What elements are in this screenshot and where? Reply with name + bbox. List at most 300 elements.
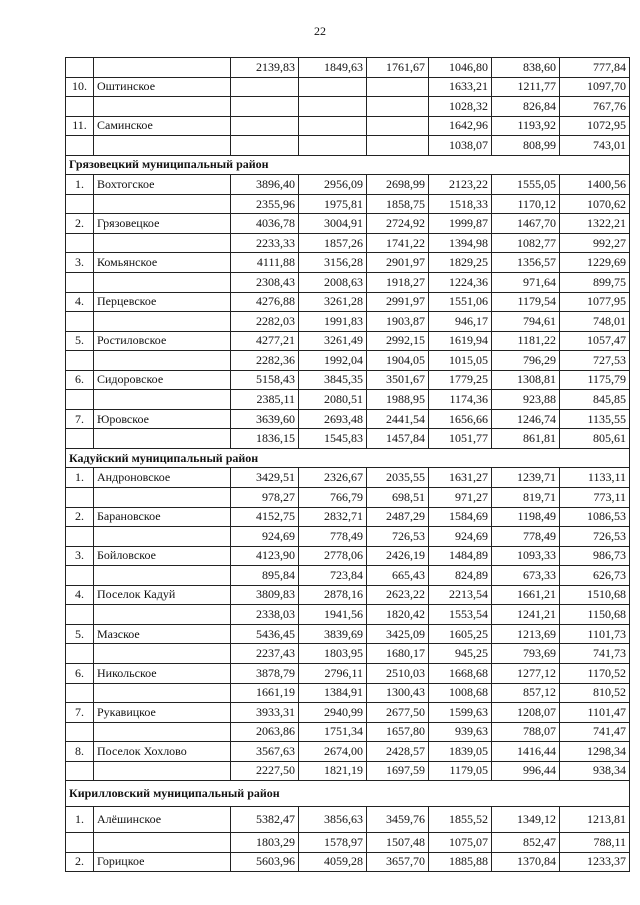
value-cell: 2677,50	[367, 703, 429, 723]
value-cell: 778,49	[299, 527, 367, 547]
value-cell: 1082,77	[492, 233, 560, 253]
value-cell: 1008,68	[429, 683, 492, 703]
value-cell: 1229,69	[560, 253, 630, 273]
value-cell: 2123,22	[429, 175, 492, 195]
settlement-name	[94, 683, 231, 703]
settlement-name: Комьянское	[94, 253, 231, 273]
value-cell: 3425,09	[367, 624, 429, 644]
value-cell: 2487,29	[367, 507, 429, 527]
value-cell: 2778,06	[299, 546, 367, 566]
value-cell: 3004,91	[299, 214, 367, 234]
value-cell: 1174,36	[429, 390, 492, 410]
value-cell: 819,71	[492, 488, 560, 508]
value-cell: 1991,83	[299, 312, 367, 332]
value-cell: 978,27	[231, 488, 299, 508]
value-cell: 1349,12	[492, 807, 560, 833]
value-cell: 2282,03	[231, 312, 299, 332]
value-cell: 1657,80	[367, 722, 429, 742]
value-cell: 1633,21	[429, 77, 492, 97]
value-cell: 2441,54	[367, 409, 429, 429]
table-row	[66, 351, 630, 371]
value-cell: 1322,21	[560, 214, 630, 234]
row-number: 11.	[66, 116, 94, 136]
row-number	[66, 136, 94, 156]
value-cell: 1661,19	[231, 683, 299, 703]
value-cell: 938,34	[560, 761, 630, 781]
value-cell: 1457,84	[367, 429, 429, 449]
value-cell: 2428,57	[367, 742, 429, 762]
settlement-name	[94, 312, 231, 332]
row-number	[66, 527, 94, 547]
value-cell	[299, 116, 367, 136]
section-title: Кирилловский муниципальный район	[66, 781, 630, 807]
value-cell: 1858,75	[367, 194, 429, 214]
value-cell: 4111,88	[231, 253, 299, 273]
row-number	[66, 488, 94, 508]
value-cell: 1918,27	[367, 273, 429, 293]
row-number	[66, 605, 94, 625]
value-cell: 857,12	[492, 683, 560, 703]
value-cell: 2282,36	[231, 351, 299, 371]
value-cell	[231, 136, 299, 156]
value-cell: 1668,68	[429, 663, 492, 683]
settlement-name: Сидоровское	[94, 370, 231, 390]
value-cell: 1988,95	[367, 390, 429, 410]
settlement-name: Оштинское	[94, 77, 231, 97]
value-cell: 2796,11	[299, 663, 367, 683]
page-number: 22	[314, 24, 326, 38]
value-cell: 626,73	[560, 566, 630, 586]
value-cell: 698,51	[367, 488, 429, 508]
value-cell: 923,88	[492, 390, 560, 410]
settlement-name: Перцевское	[94, 292, 231, 312]
value-cell: 1605,25	[429, 624, 492, 644]
value-cell: 2901,97	[367, 253, 429, 273]
value-cell: 2878,16	[299, 585, 367, 605]
value-cell: 3567,63	[231, 742, 299, 762]
table-row	[66, 175, 630, 195]
row-number: 3.	[66, 253, 94, 273]
value-cell: 1416,44	[492, 742, 560, 762]
value-cell: 3429,51	[231, 468, 299, 488]
value-cell: 946,17	[429, 312, 492, 332]
row-number	[66, 97, 94, 117]
row-number	[66, 683, 94, 703]
value-cell: 2308,43	[231, 273, 299, 293]
settlement-name	[94, 488, 231, 508]
value-cell: 2355,96	[231, 194, 299, 214]
value-cell: 1213,69	[492, 624, 560, 644]
value-cell: 1193,92	[492, 116, 560, 136]
value-cell: 1584,69	[429, 507, 492, 527]
value-cell: 2237,43	[231, 644, 299, 664]
settlement-name: Барановское	[94, 507, 231, 527]
value-cell: 793,69	[492, 644, 560, 664]
value-cell: 1277,12	[492, 663, 560, 683]
table-row	[66, 527, 630, 547]
value-cell: 727,53	[560, 351, 630, 371]
value-cell: 2008,63	[299, 273, 367, 293]
value-cell: 726,53	[367, 527, 429, 547]
value-cell: 3261,49	[299, 331, 367, 351]
section-header-row	[66, 155, 630, 175]
settlement-name	[94, 429, 231, 449]
settlement-name	[94, 761, 231, 781]
value-cell: 3261,28	[299, 292, 367, 312]
value-cell: 2326,67	[299, 468, 367, 488]
settlement-name	[94, 390, 231, 410]
table-row	[66, 507, 630, 527]
settlement-name	[94, 351, 231, 371]
value-cell	[231, 116, 299, 136]
value-cell: 992,27	[560, 233, 630, 253]
value-cell: 1086,53	[560, 507, 630, 527]
value-cell: 2698,99	[367, 175, 429, 195]
value-cell: 1697,59	[367, 761, 429, 781]
settlement-name: Саминское	[94, 116, 231, 136]
row-number	[66, 566, 94, 586]
value-cell: 1038,07	[429, 136, 492, 156]
value-cell: 1241,21	[492, 605, 560, 625]
table-row	[66, 233, 630, 253]
value-cell: 1170,12	[492, 194, 560, 214]
value-cell: 796,29	[492, 351, 560, 371]
settlement-name: Юровское	[94, 409, 231, 429]
value-cell: 1175,79	[560, 370, 630, 390]
settlement-name	[94, 273, 231, 293]
table-row	[66, 409, 630, 429]
table-row	[66, 833, 630, 853]
value-cell: 1751,34	[299, 722, 367, 742]
row-number: 1.	[66, 468, 94, 488]
value-cell: 1213,81	[560, 807, 630, 833]
table-row	[66, 214, 630, 234]
value-cell: 1072,95	[560, 116, 630, 136]
table-row	[66, 683, 630, 703]
row-number	[66, 273, 94, 293]
value-cell: 924,69	[429, 527, 492, 547]
value-cell: 1046,80	[429, 58, 492, 78]
value-cell: 1097,70	[560, 77, 630, 97]
settlement-name: Бойловское	[94, 546, 231, 566]
table-row	[66, 97, 630, 117]
value-cell: 1803,29	[231, 833, 299, 853]
row-number: 1.	[66, 175, 94, 195]
value-cell: 1829,25	[429, 253, 492, 273]
row-number: 6.	[66, 663, 94, 683]
settlement-name	[94, 194, 231, 214]
value-cell: 1298,34	[560, 742, 630, 762]
value-cell: 1855,52	[429, 807, 492, 833]
table-row	[66, 116, 630, 136]
value-cell: 1656,66	[429, 409, 492, 429]
table-row	[66, 331, 630, 351]
value-cell: 723,84	[299, 566, 367, 586]
value-cell: 1507,48	[367, 833, 429, 853]
value-cell: 1394,98	[429, 233, 492, 253]
value-cell: 852,47	[492, 833, 560, 853]
table-row	[66, 390, 630, 410]
value-cell: 1836,15	[231, 429, 299, 449]
value-cell: 1821,19	[299, 761, 367, 781]
value-cell: 1779,25	[429, 370, 492, 390]
value-cell: 1904,05	[367, 351, 429, 371]
value-cell: 726,53	[560, 527, 630, 547]
value-cell: 971,27	[429, 488, 492, 508]
value-cell: 1300,43	[367, 683, 429, 703]
table-row	[66, 703, 630, 723]
value-cell: 1028,32	[429, 97, 492, 117]
row-number	[66, 722, 94, 742]
value-cell: 1510,68	[560, 585, 630, 605]
value-cell: 2510,03	[367, 663, 429, 683]
row-number: 2.	[66, 214, 94, 234]
table-row	[66, 292, 630, 312]
value-cell: 1545,83	[299, 429, 367, 449]
settlement-name	[94, 136, 231, 156]
value-cell: 939,63	[429, 722, 492, 742]
section-title: Грязовецкий муниципальный район	[66, 155, 630, 175]
row-number	[66, 351, 94, 371]
value-cell: 1885,88	[429, 852, 492, 872]
value-cell: 2338,03	[231, 605, 299, 625]
value-cell: 1015,05	[429, 351, 492, 371]
table-row	[66, 761, 630, 781]
value-cell: 1578,97	[299, 833, 367, 853]
value-cell: 1467,70	[492, 214, 560, 234]
value-cell: 741,47	[560, 722, 630, 742]
settlement-name	[94, 97, 231, 117]
value-cell: 1135,55	[560, 409, 630, 429]
value-cell: 1857,26	[299, 233, 367, 253]
settlement-name: Горицкое	[94, 852, 231, 872]
table-row	[66, 429, 630, 449]
table-row	[66, 644, 630, 664]
settlement-name: Вохтогское	[94, 175, 231, 195]
value-cell: 3501,67	[367, 370, 429, 390]
value-cell: 4036,78	[231, 214, 299, 234]
row-number: 4.	[66, 292, 94, 312]
value-cell: 4123,90	[231, 546, 299, 566]
value-cell: 2992,15	[367, 331, 429, 351]
value-cell: 1070,62	[560, 194, 630, 214]
value-cell: 1370,84	[492, 852, 560, 872]
value-cell: 1101,47	[560, 703, 630, 723]
value-cell: 743,01	[560, 136, 630, 156]
row-number: 2.	[66, 852, 94, 872]
value-cell: 1849,63	[299, 58, 367, 78]
value-cell: 5382,47	[231, 807, 299, 833]
row-number: 7.	[66, 703, 94, 723]
value-cell: 3839,69	[299, 624, 367, 644]
value-cell	[367, 136, 429, 156]
value-cell: 1820,42	[367, 605, 429, 625]
value-cell: 1619,94	[429, 331, 492, 351]
value-cell	[367, 116, 429, 136]
row-number	[66, 194, 94, 214]
value-cell: 5436,45	[231, 624, 299, 644]
value-cell: 2426,19	[367, 546, 429, 566]
table-row	[66, 488, 630, 508]
value-cell: 1555,05	[492, 175, 560, 195]
value-cell: 3657,70	[367, 852, 429, 872]
table-row	[66, 194, 630, 214]
settlement-name: Мазское	[94, 624, 231, 644]
table-row	[66, 742, 630, 762]
value-cell: 794,61	[492, 312, 560, 332]
value-cell: 4152,75	[231, 507, 299, 527]
value-cell	[367, 97, 429, 117]
settlement-name	[94, 566, 231, 586]
table-row	[66, 624, 630, 644]
table-row	[66, 546, 630, 566]
value-cell: 1553,54	[429, 605, 492, 625]
settlement-name	[94, 527, 231, 547]
value-cell: 3845,35	[299, 370, 367, 390]
value-cell	[299, 97, 367, 117]
table-body	[66, 58, 630, 872]
value-cell: 1208,07	[492, 703, 560, 723]
value-cell: 4059,28	[299, 852, 367, 872]
value-cell: 1551,06	[429, 292, 492, 312]
value-cell: 899,75	[560, 273, 630, 293]
value-cell: 810,52	[560, 683, 630, 703]
value-cell: 767,76	[560, 97, 630, 117]
value-cell: 1093,33	[492, 546, 560, 566]
table-row	[66, 312, 630, 332]
value-cell: 4277,21	[231, 331, 299, 351]
row-number: 7.	[66, 409, 94, 429]
value-cell: 1181,22	[492, 331, 560, 351]
row-number: 3.	[66, 546, 94, 566]
row-number: 8.	[66, 742, 94, 762]
value-cell: 1518,33	[429, 194, 492, 214]
value-cell: 1077,95	[560, 292, 630, 312]
value-cell: 5158,43	[231, 370, 299, 390]
value-cell: 971,64	[492, 273, 560, 293]
settlement-name	[94, 233, 231, 253]
value-cell: 805,61	[560, 429, 630, 449]
value-cell: 1903,87	[367, 312, 429, 332]
value-cell: 2227,50	[231, 761, 299, 781]
value-cell: 748,01	[560, 312, 630, 332]
settlement-name: Грязовецкое	[94, 214, 231, 234]
settlement-name	[94, 644, 231, 664]
value-cell: 673,33	[492, 566, 560, 586]
value-cell: 1239,71	[492, 468, 560, 488]
row-number	[66, 429, 94, 449]
value-cell: 1308,81	[492, 370, 560, 390]
value-cell: 861,81	[492, 429, 560, 449]
value-cell: 2139,83	[231, 58, 299, 78]
value-cell: 3459,76	[367, 807, 429, 833]
section-header-row	[66, 448, 630, 468]
value-cell: 1631,27	[429, 468, 492, 488]
value-cell: 1179,05	[429, 761, 492, 781]
value-cell: 1803,95	[299, 644, 367, 664]
value-cell: 1233,37	[560, 852, 630, 872]
value-cell: 1642,96	[429, 116, 492, 136]
value-cell: 1839,05	[429, 742, 492, 762]
value-cell: 1941,56	[299, 605, 367, 625]
value-cell: 1133,11	[560, 468, 630, 488]
value-cell: 766,79	[299, 488, 367, 508]
value-cell: 2832,71	[299, 507, 367, 527]
table-row	[66, 585, 630, 605]
settlement-name: Алёшинское	[94, 807, 231, 833]
table-row	[66, 722, 630, 742]
table-row	[66, 807, 630, 833]
section-header-row	[66, 781, 630, 807]
value-cell: 1741,22	[367, 233, 429, 253]
value-cell: 2724,92	[367, 214, 429, 234]
value-cell: 1680,17	[367, 644, 429, 664]
value-cell: 1384,91	[299, 683, 367, 703]
row-number	[66, 390, 94, 410]
value-cell: 3156,28	[299, 253, 367, 273]
row-number: 6.	[66, 370, 94, 390]
value-cell: 788,11	[560, 833, 630, 853]
value-cell: 808,99	[492, 136, 560, 156]
table-row	[66, 605, 630, 625]
value-cell: 3856,63	[299, 807, 367, 833]
value-cell: 1661,21	[492, 585, 560, 605]
value-cell: 4276,88	[231, 292, 299, 312]
row-number	[66, 312, 94, 332]
table-row	[66, 566, 630, 586]
value-cell: 1400,56	[560, 175, 630, 195]
value-cell: 1051,77	[429, 429, 492, 449]
value-cell: 788,07	[492, 722, 560, 742]
value-cell: 1224,36	[429, 273, 492, 293]
table-row	[66, 468, 630, 488]
value-cell: 1179,54	[492, 292, 560, 312]
value-cell: 2080,51	[299, 390, 367, 410]
row-number: 10.	[66, 77, 94, 97]
value-cell: 1484,89	[429, 546, 492, 566]
value-cell: 895,84	[231, 566, 299, 586]
value-cell: 2956,09	[299, 175, 367, 195]
row-number: 2.	[66, 507, 94, 527]
value-cell: 3896,40	[231, 175, 299, 195]
value-cell: 845,85	[560, 390, 630, 410]
value-cell: 778,49	[492, 527, 560, 547]
settlement-name	[94, 722, 231, 742]
value-cell: 945,25	[429, 644, 492, 664]
value-cell: 3809,83	[231, 585, 299, 605]
table-row	[66, 370, 630, 390]
settlement-name: Рукавицкое	[94, 703, 231, 723]
value-cell: 824,89	[429, 566, 492, 586]
row-number: 5.	[66, 331, 94, 351]
value-cell: 741,73	[560, 644, 630, 664]
value-cell: 3639,60	[231, 409, 299, 429]
value-cell: 1170,52	[560, 663, 630, 683]
value-cell	[231, 77, 299, 97]
value-cell: 1246,74	[492, 409, 560, 429]
value-cell: 1150,68	[560, 605, 630, 625]
table-row	[66, 58, 630, 78]
row-number: 5.	[66, 624, 94, 644]
value-cell: 996,44	[492, 761, 560, 781]
table-row	[66, 663, 630, 683]
settlement-name	[94, 833, 231, 853]
table-row	[66, 273, 630, 293]
value-cell: 3878,79	[231, 663, 299, 683]
value-cell: 1101,73	[560, 624, 630, 644]
value-cell	[299, 136, 367, 156]
table-row	[66, 77, 630, 97]
